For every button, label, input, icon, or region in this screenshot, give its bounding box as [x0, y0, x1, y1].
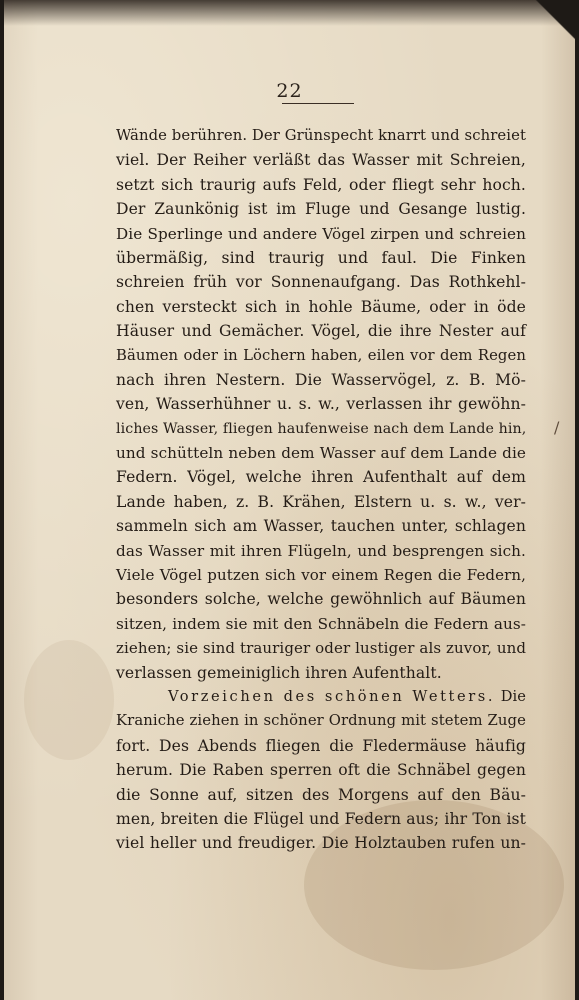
- water-stain: [24, 640, 114, 760]
- text-line: viel. Der Reiher verläßt das Wasser mit Schreien,: [116, 151, 526, 170]
- text-line: ven, Wasserhühner u. s. w., verlassen ihr gewöhn-: [116, 395, 526, 414]
- text-line: herum. Die Raben sperren oft die Schnäbel gegen: [116, 761, 526, 780]
- text-line: ziehen; sie sind trauriger oder lustiger als zuvor, und: [116, 639, 527, 658]
- page-number: 22: [276, 80, 303, 102]
- section-heading-line: [116, 685, 526, 709]
- text-line: die Sonne auf, sitzen des Morgens auf den Bäu-: [116, 785, 526, 804]
- text-line: besonders solche, welche gewöhnlich auf Bäumen: [116, 590, 526, 609]
- text-line: verlassen gemeiniglich ihren Aufenthalt.: [116, 663, 442, 682]
- text-line: chen versteckt sich in hohle Bäume, oder in öde: [116, 297, 526, 316]
- text-line: sitzen, indem sie mit den Schnäbeln die Federn aus-: [116, 614, 526, 633]
- text-line: Die Sperlinge und andere Vögel zirpen und schreien: [116, 224, 526, 243]
- text-line: Federn. Vögel, welche ihren Aufenthalt auf dem: [116, 468, 526, 487]
- torn-corner: [535, 0, 575, 60]
- text-line: setzt sich traurig aufs Feld, oder fliegt sehr hoch.: [116, 175, 526, 194]
- text-line: sammeln sich am Wasser, tauchen unter, schlagen: [116, 517, 526, 536]
- text-line: und schütteln neben dem Wasser auf dem Lande die: [116, 444, 526, 463]
- text-line: nach ihren Nestern. Die Wasservögel, z. B. Mö-: [116, 370, 526, 389]
- text-line: Kraniche ziehen in schöner Ordnung mit stetem Zuge: [116, 712, 526, 730]
- text-line: Der Zaunkönig ist im Fluge und Gesange lustig.: [116, 200, 526, 219]
- page-top-shadow: [4, 0, 575, 26]
- text-line: viel heller und freudiger. Die Holztauben rufen un-: [116, 834, 526, 853]
- text-line: men, breiten die Flügel und Federn aus; ihr Ton ist: [116, 809, 526, 828]
- text-line: Wände berühren. Der Grünspecht knarrt und schreiet: [116, 127, 526, 144]
- text-line: übermäßig, sind traurig und faul. Die Finken: [116, 248, 526, 267]
- body-text: [116, 124, 526, 856]
- margin-pencil-mark: /: [554, 418, 560, 437]
- text-line: das Wasser mit ihren Flügeln, und besprengen sich.: [116, 541, 526, 560]
- book-page: [4, 0, 575, 1000]
- text-line: liches Wasser, fliegen haufenweise nach dem Lande hin,: [116, 420, 527, 437]
- text-line: Häuser und Gemächer. Vögel, die ihre Nester auf: [116, 322, 526, 341]
- header-rule: [282, 103, 354, 104]
- section-heading: Vorzeichen des schönen Wetters.: [168, 687, 496, 705]
- text-line: Lande haben, z. B. Krähen, Elstern u. s. w., ver-: [116, 492, 526, 511]
- text-line: fort. Des Abends fliegen die Fledermäuse häufig: [116, 736, 526, 755]
- text-line: Bäumen oder in Löchern haben, eilen vor dem Regen: [116, 346, 526, 364]
- section-heading-rest: Die: [500, 687, 526, 705]
- text-line: Viele Vögel putzen sich vor einem Regen die Federn,: [116, 566, 526, 585]
- text-line: schreien früh vor Sonnenaufgang. Das Rothkehl-: [116, 273, 526, 292]
